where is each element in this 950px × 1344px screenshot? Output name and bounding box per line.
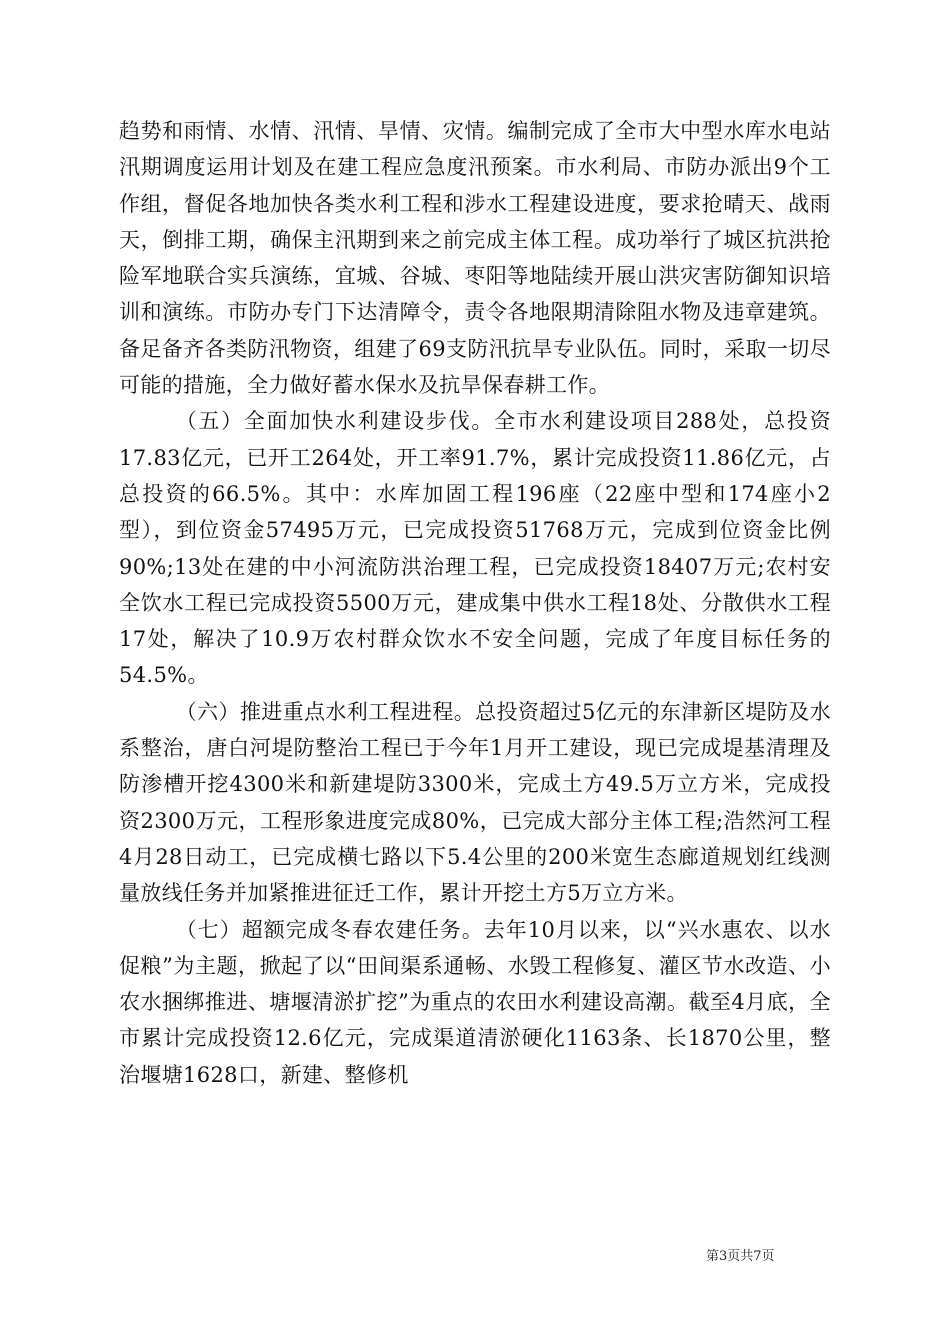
paragraph-section-5: （五）全面加快水利建设步伐。全市水利建设项目288处，总投资17.83亿元，已开工264处，开工率91.7%，累计完成投资11.86亿元，占总投资的66.5%。其中：水库加固工程196座（22座中型和174座小2型），到位资金57495万元，已完成投资51768万元，完成到位资金比例90%;13处在建的中小河流防洪治理工程，已完成投资18407万元;农村安全饮水工程已完成投资5500万元，建成集中供水工程18处、分散供水工程17处，解决了10.9万农村群众饮水不安全问题，完成了年度目标任务的54.5%。 — [119, 409, 831, 688]
paragraph-continuation: 趋势和雨情、水情、汛情、旱情、灾情。编制完成了全市大中型水库水电站汛期调度运用计划及在建工程应急度汛预案。市水利局、市防办派出9个工作组，督促各地加快各类水利工程和涉水工程建设进度，要求抢晴天、战雨天，倒排工期，确保主汛期到来之前完成主体工程。成功举行了城区抗洪抢险军地联合实兵演练，宜城、谷城、枣阳等地陆续开展山洪灾害防御知识培训和演练。市防办专门下达清障令，责令各地限期清除阻水物及违章建筑。备足备齐各类防汛物资，组建了69支防汛抗旱专业队伍。同时，采取一切尽可能的措施，全力做好蓄水保水及抗旱保春耕工作。 — [119, 119, 831, 398]
page-number-footer: 第3页共7页 — [706, 1249, 775, 1264]
paragraph-section-6: （六）推进重点水利工程进程。总投资超过5亿元的东津新区堤防及水系整治，唐白河堤防整治工程已于今年1月开工建设，现已完成堤基清理及防渗槽开挖4300米和新建堤防3300米，完成土方49.5万立方米，完成投资2300万元，工程形象进度完成80%，已完成大部分主体工程;浩然河工程4月28日动工，已完成横七路以下5.4公里的200米宽生态廊道规划红线测量放线任务并加紧推进征迁工作，累计开挖土方5万立方米。 — [119, 699, 831, 906]
document-body — [119, 113, 831, 1093]
paragraph-section-7: （七）超额完成冬春农建任务。去年10月以来，以“兴水惠农、以水促粮”为主题，掀起了以“田间渠系通畅、水毁工程修复、灌区节水改造、小农水捆绑推进、塘堰清淤扩挖”为重点的农田水利建设高潮。截至4月底，全市累计完成投资12.6亿元，完成渠道清淤硬化1163条、长1870公里，整治堰塘1628口，新建、整修机 — [119, 917, 831, 1087]
